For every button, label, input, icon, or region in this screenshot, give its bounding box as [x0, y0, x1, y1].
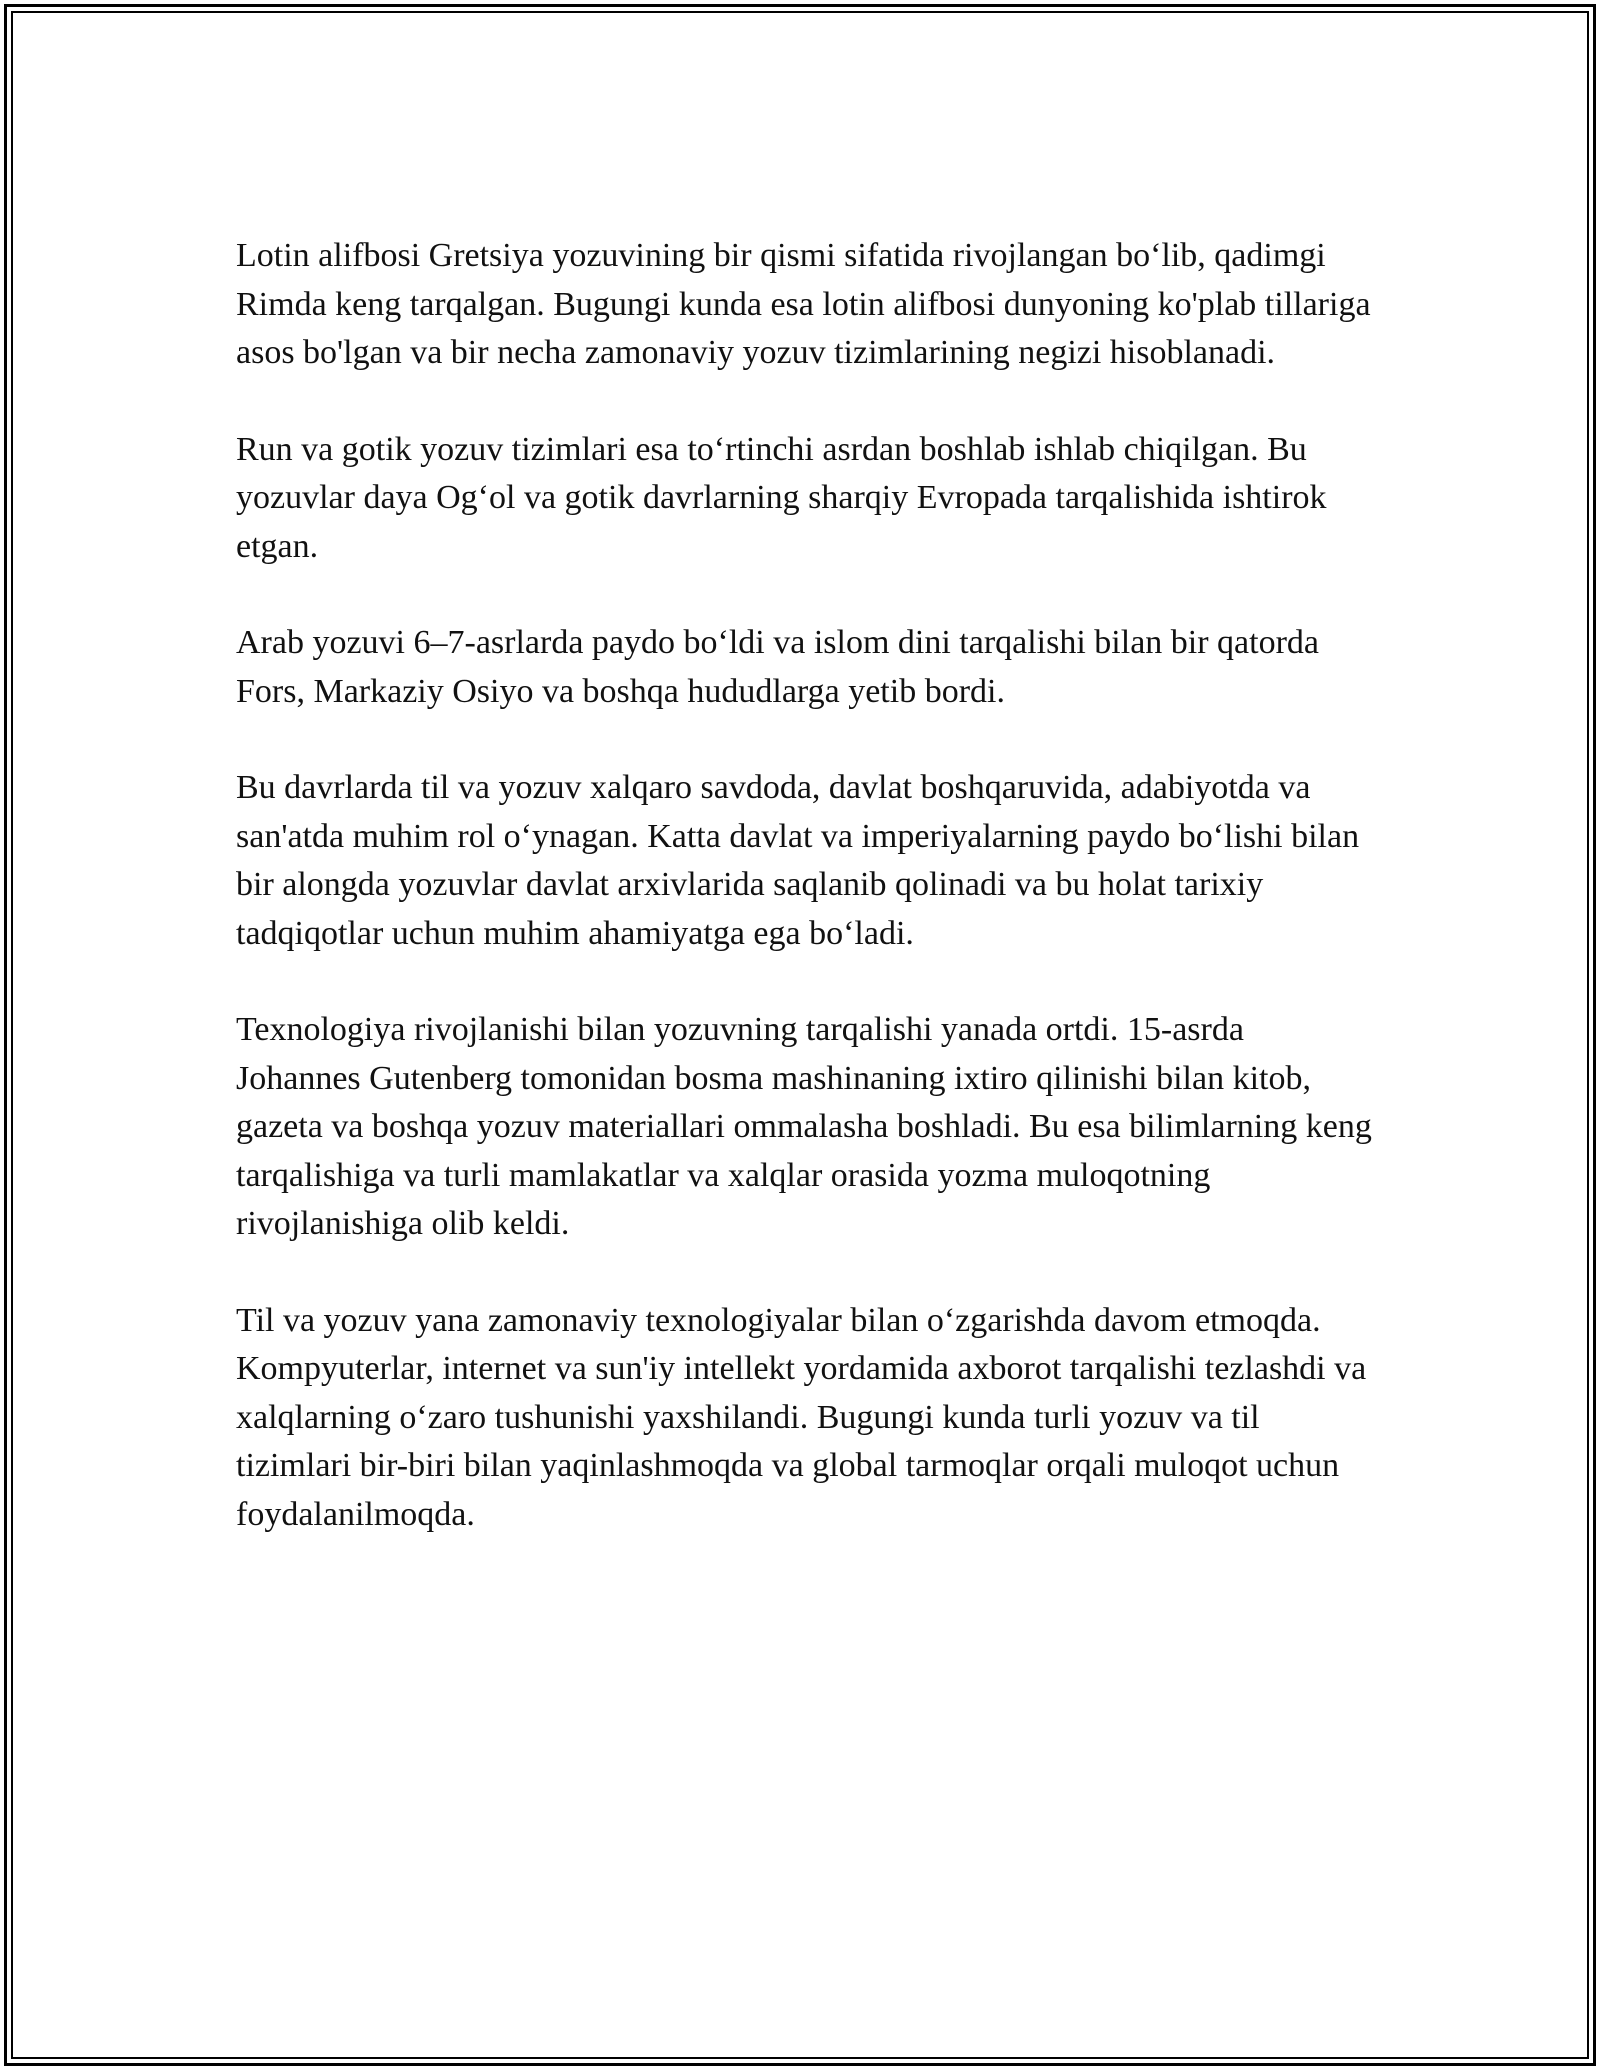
paragraph-printing-press: Texnologiya rivojlanishi bilan yozuvning tarqalishi yanada ortdi. 15-asrda Johannes Gutenberg tomonidan bosma mashinaning ixtiro qilinishi bilan kitob, gazeta va boshqa yozuv materiallari ommalasha boshladi. Bu esa bilimlarning keng tarqalishiga va turli mamlakatlar va xalqlar orasida yozma muloqotning rivojlanishiga olib keldi.: [236, 1011, 1372, 1242]
document-body: [236, 232, 1376, 1539]
paragraph-arabic-script: Arab yozuvi 6–7-asrlarda paydo bo‘ldi va islom dini tarqalishi bilan bir qatorda Fors, Markaziy Osiyo va boshqa hududlarga yetib bordi.: [236, 624, 1320, 710]
paragraph-modern-technology: Til va yozuv yana zamonaviy texnologiyalar bilan o‘zgarishda davom etmoqda. Kompyuterlar, internet va sun'iy intellekt yordamida axborot tarqalishi tezlashdi va xalqlarning o‘zaro tushunishi yaxshilandi. Bugungi kunda turli yozuv va til tizimlari bir-biri bilan yaqinlashmoqda va global tarmoqlar orqali muloqot uchun foydalanilmoqda.: [236, 1301, 1367, 1533]
paragraph-role-of-writing: Bu davrlarda til va yozuv xalqaro savdoda, davlat boshqaruvida, adabiyotda va san'atda muhim rol o‘ynagan. Katta davlat va imperiyalarning paydo bo‘lishi bilan bir alongda yozuvlar davlat arxivlarida saqlanib qolinadi va bu holat tarixiy tadqiqotlar uchun muhim ahamiyatga ega bo‘ladi.: [236, 769, 1360, 952]
paragraph-latin-alphabet: Lotin alifbosi Gretsiya yozuvining bir qismi sifatida rivojlangan bo‘lib, qadimgi Rimda keng tarqalgan. Bugungi kunda esa lotin alifbosi dunyoning ko'plab tillariga asos bo'lgan va bir necha zamonaviy yozuv tizimlarining negizi hisoblanadi.: [236, 237, 1371, 371]
paragraph-runic-gothic: Run va gotik yozuv tizimlari esa to‘rtinchi asrdan boshlab ishlab chiqilgan. Bu yozuvlar daya Og‘ol va gotik davrlarning sharqiy Evropada tarqalishida ishtirok etgan.: [236, 430, 1327, 565]
